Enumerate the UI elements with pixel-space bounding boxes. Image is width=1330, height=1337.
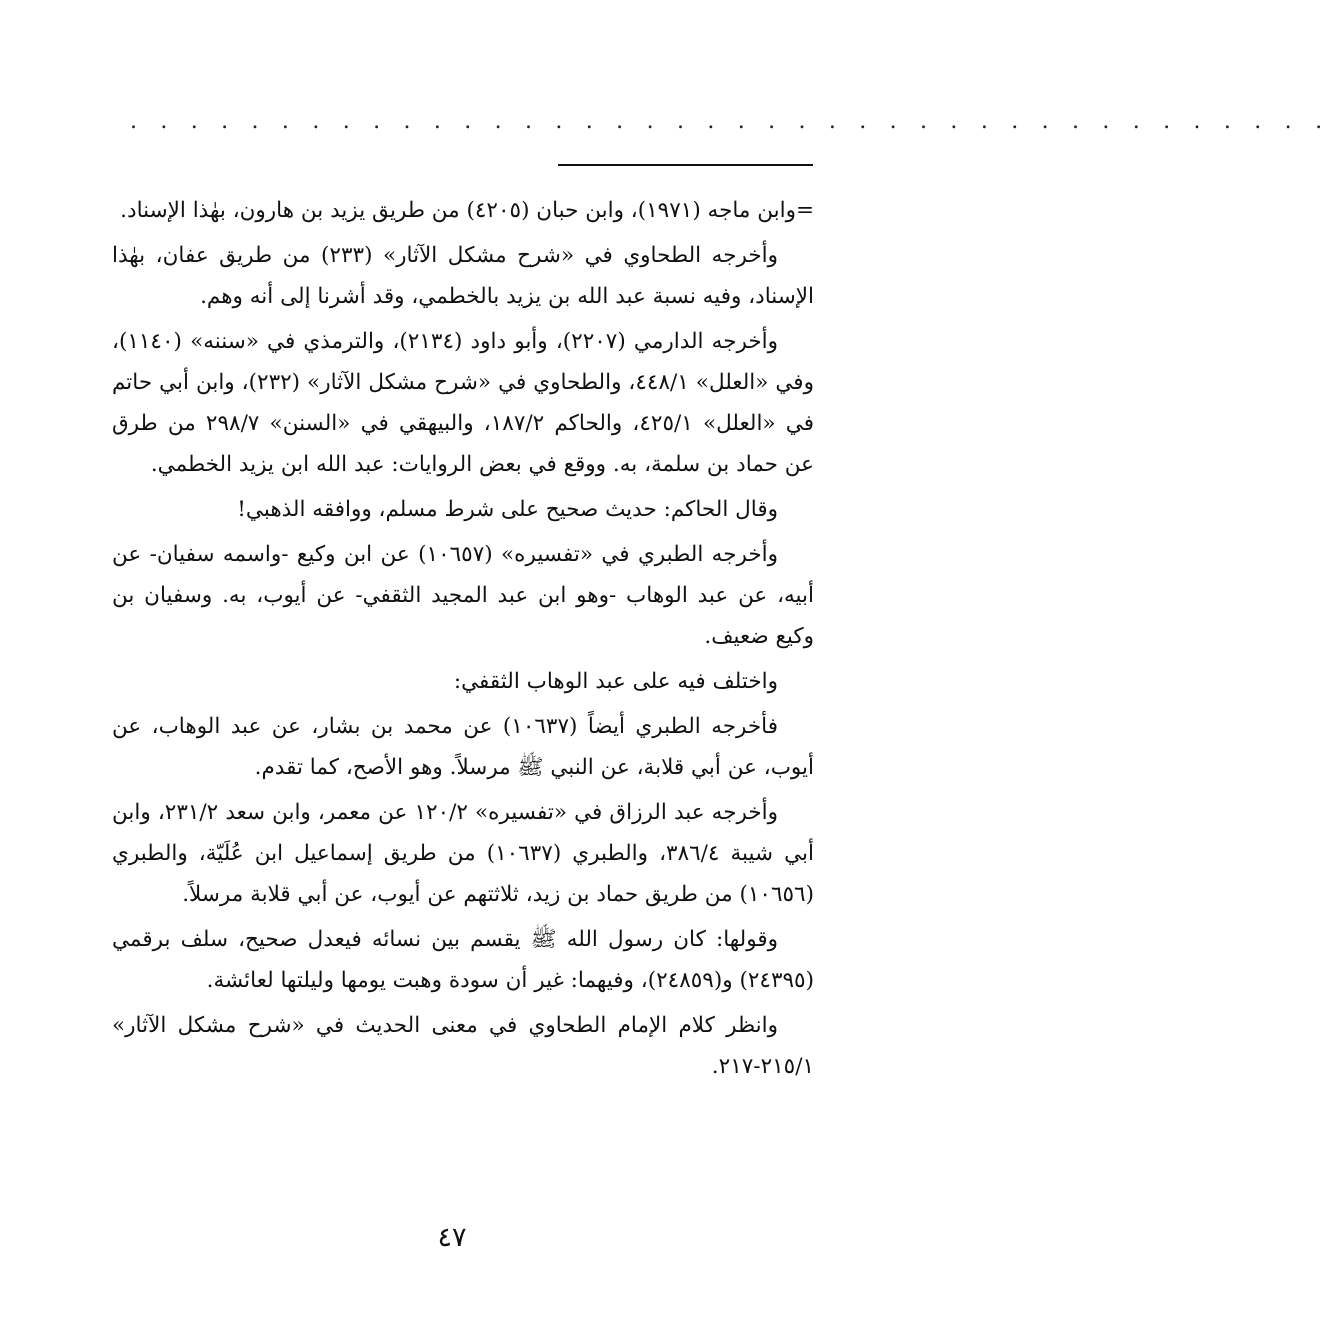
footnote-paragraph: وأخرجه عبد الرزاق في «تفسيره» ١٢٠/٢ عن معمر، وابن سعد ٢٣١/٢، وابن أبي شيبة ٣٨٦/٤، والطبري (١٠٦٣٧) من طريق إسماعيل ابن عُلَيّة، والطبري (١٠٦٥٦) من طريق حماد بن زيد، ثلاثتهم عن أيوب، عن أبي قلابة مرسلاً. <box>112 800 814 907</box>
footnote-paragraph: وأخرجه الطحاوي في «شرح مشكل الآثار» (٢٣٣) من طريق عفان، بهٰذا الإسناد، وفيه نسبة عبد الله بن يزيد بالخطمي، وقد أشرنا إلى أنه وهم. <box>112 243 814 309</box>
footnote-paragraph: وأخرجه الدارمي (٢٢٠٧)، وأبو داود (٢١٣٤)، والترمذي في «سننه» (١١٤٠)، وفي «العلل» ٤٤٨/١، والطحاوي في «شرح مشكل الآثار» (٢٣٢)، وابن أبي حاتم في «العلل» ٤٢٥/١، والحاكم ١٨٧/٢، والبيهقي في «السنن» ٢٩٨/٧ من طرق عن حماد بن سلمة، به. ووقع في بعض الروايات: عبد الله ابن يزيد الخطمي. <box>112 329 814 477</box>
footnote-paragraph: فأخرجه الطبري أيضاً (١٠٦٣٧) عن محمد بن بشار، عن عبد الوهاب، عن أيوب، عن أبي قلابة، عن النبي ﷺ مرسلاً. وهو الأصح، كما تقدم. <box>112 714 814 780</box>
footnote-paragraph: وقولها: كان رسول الله ﷺ يقسم بين نسائه فيعدل صحيح، سلف برقمي (٢٤٣٩٥) و(٢٤٨٥٩)، وفيهما: غير أن سودة وهبت يومها وليلتها لعائشة. <box>112 927 814 993</box>
footnote-rule <box>558 164 813 166</box>
footnote-separator-dots: . . . . . . . . . . . . . . . . . . . . . . . . . . . . . . . . . . . . . . . . <box>130 109 1330 134</box>
page-number: ٤٧ <box>437 1222 467 1253</box>
footnote-paragraph: وقال الحاكم: حديث صحيح على شرط مسلم، ووافقه الذهبي! <box>237 497 778 522</box>
footnote-paragraph: وانظر كلام الإمام الطحاوي في معنى الحديث في «شرح مشكل الآثار» ٢١٥/١-٢١٧. <box>112 1013 814 1079</box>
footnote-text-block <box>112 190 814 1091</box>
footnote-paragraph: واختلف فيه على عبد الوهاب الثقفي: <box>453 669 778 694</box>
footnote-paragraph: وأخرجه الطبري في «تفسيره» (١٠٦٥٧) عن ابن وكيع -واسمه سفيان- عن أبيه، عن عبد الوهاب -وهو ابن عبد المجيد الثقفي- عن أيوب، به. وسفيان بن وكيع ضعيف. <box>112 542 814 649</box>
footnote-paragraph: =وابن ماجه (١٩٧١)، وابن حبان (٤٢٠٥) من طريق يزيد بن هارون، بهٰذا الإسناد. <box>120 198 814 223</box>
